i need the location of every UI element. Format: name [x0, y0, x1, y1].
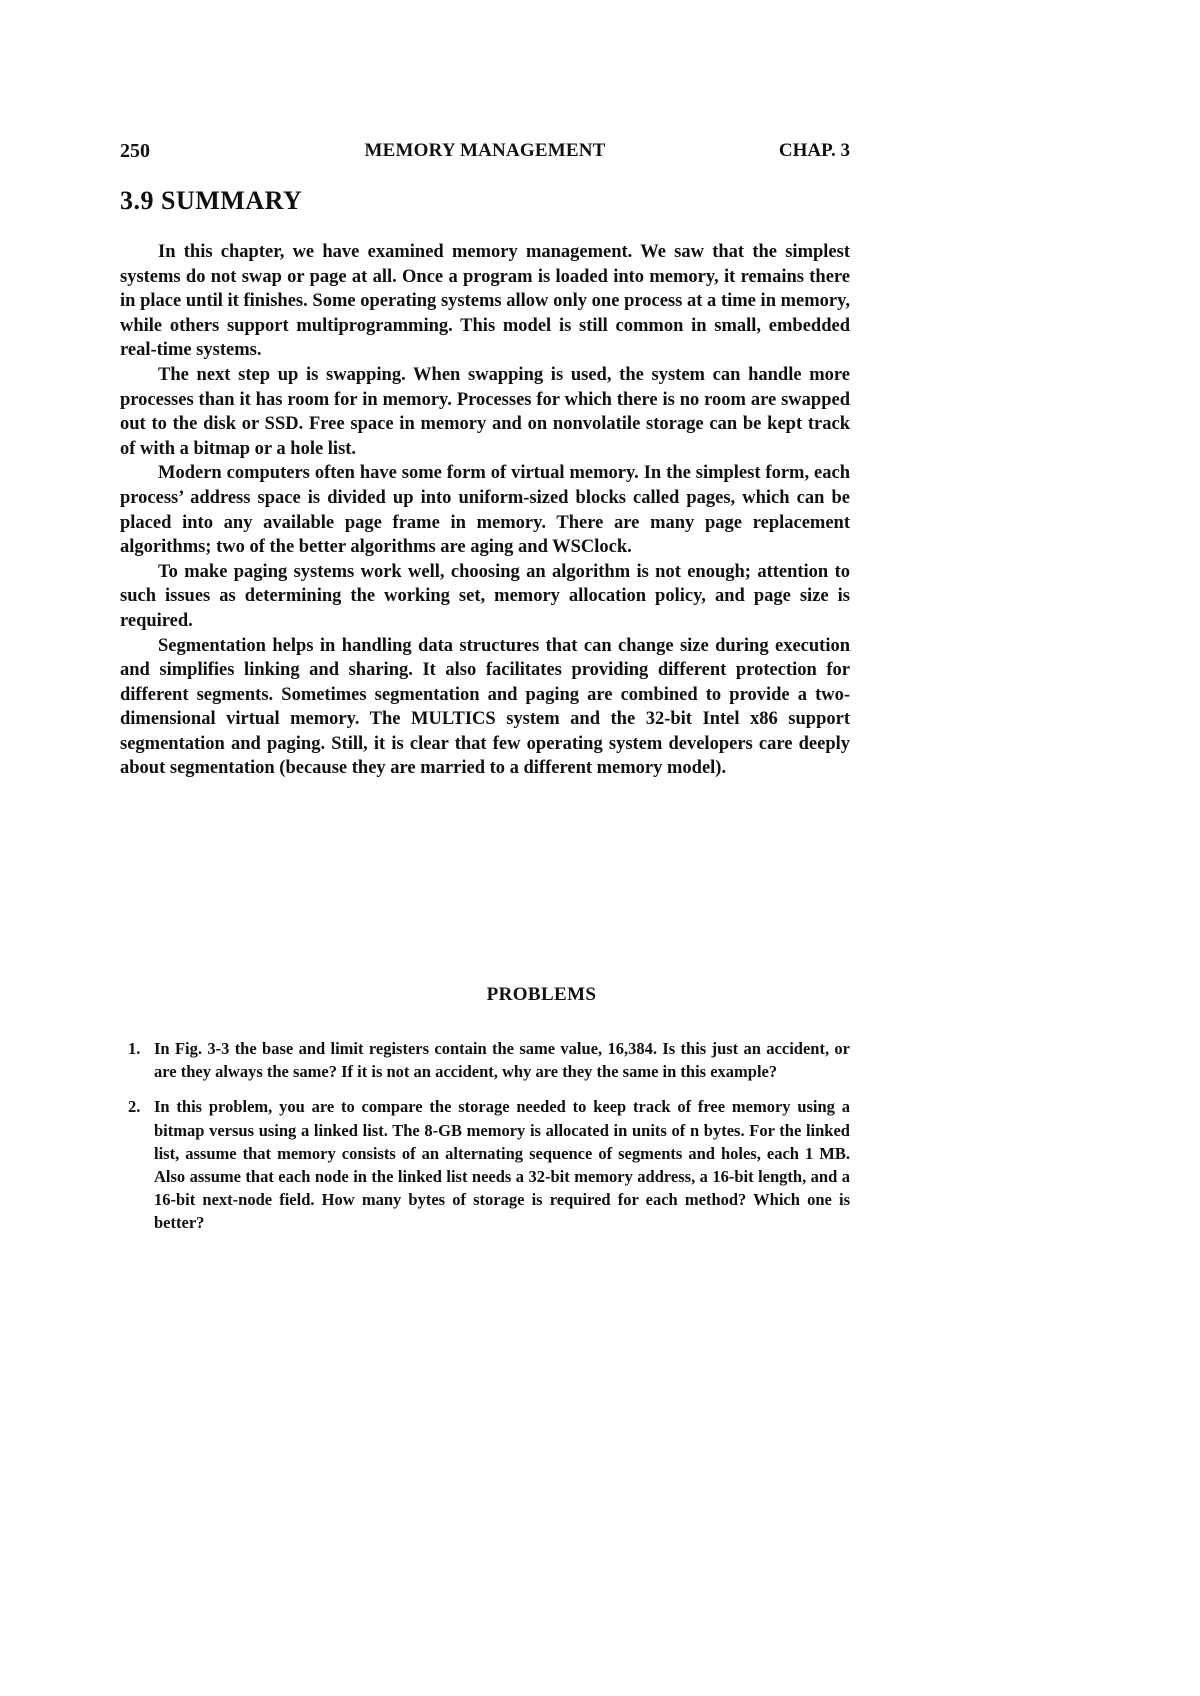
summary-paragraph: The next step up is swapping. When swapping is used, the system can handle more processes than it has room for in memory. Processes for which there is no room are swapped out to the disk or SSD. Free space in memory and on nonvolatile storage can be kept track of with a bitmap or a hole list. — [120, 364, 850, 459]
page-header — [120, 140, 850, 170]
summary-paragraph: Modern computers often have some form of virtual memory. In the simplest form, each process’ address space is divided up into uniform-sized blocks called pages, which can be placed into any available page frame in memory. There are many page replacement algorithms; two of the better algorithms are aging and WSClock. — [120, 463, 850, 558]
problem-item — [128, 1095, 850, 1234]
problem-text: In Fig. 3-3 the base and limit registers contain the same value, 16,384. Is this just an accident, or are they always the same? If it is not an accident, why are they the same in this example? — [154, 1039, 850, 1082]
page-number: 250 — [120, 140, 150, 162]
section-heading-problems: PROBLEMS — [486, 984, 597, 1005]
problem-number: 2. — [128, 1097, 141, 1117]
summary-paragraph: In this chapter, we have examined memory management. We saw that the simplest systems do not swap or page at all. Once a program is loaded into memory, it remains there in place until it finishes. Some operating systems allow only one process at a time in memory, while others support multiprogramming. This model is still common in small, embedded real-time systems. — [120, 242, 850, 361]
chapter-label: CHAP. 3 — [778, 140, 850, 161]
problems-list — [128, 1037, 850, 1247]
summary-body — [120, 240, 850, 781]
summary-paragraph: To make paging systems work well, choosing an algorithm is not enough; attention to such issues as determining the working set, memory allocation policy, and page size is required. — [120, 561, 850, 631]
section-heading-summary: 3.9 SUMMARY — [120, 186, 303, 215]
problem-text: In this problem, you are to compare the storage needed to keep track of free memory using a bitmap versus using a linked list. The 8-GB memory is allocated in units of n bytes. For the linked list, assume that memory consists of an alternating sequence of segments and holes, each 1 MB. Also assume that each node in the linked list needs a 32-bit memory address, a 16-bit length, and a 16-bit next-node field. How many bytes of storage is required for each method? Which one is better? — [154, 1097, 850, 1233]
problem-number: 1. — [128, 1039, 141, 1058]
problem-item — [128, 1037, 850, 1083]
running-title: MEMORY MANAGEMENT — [364, 140, 606, 161]
summary-paragraph: Segmentation helps in handling data structures that can change size during execution and simplifies linking and sharing. It also facilitates providing different protection for different segments. Sometimes segmentation and paging are combined to provide a two-dimensional virtual memory. The MULTICS system and the 32-bit Intel x86 support segmentation and paging. Still, it is clear that few operating system developers care deeply about segmentation (because they are married to a different memory model). — [120, 635, 850, 779]
